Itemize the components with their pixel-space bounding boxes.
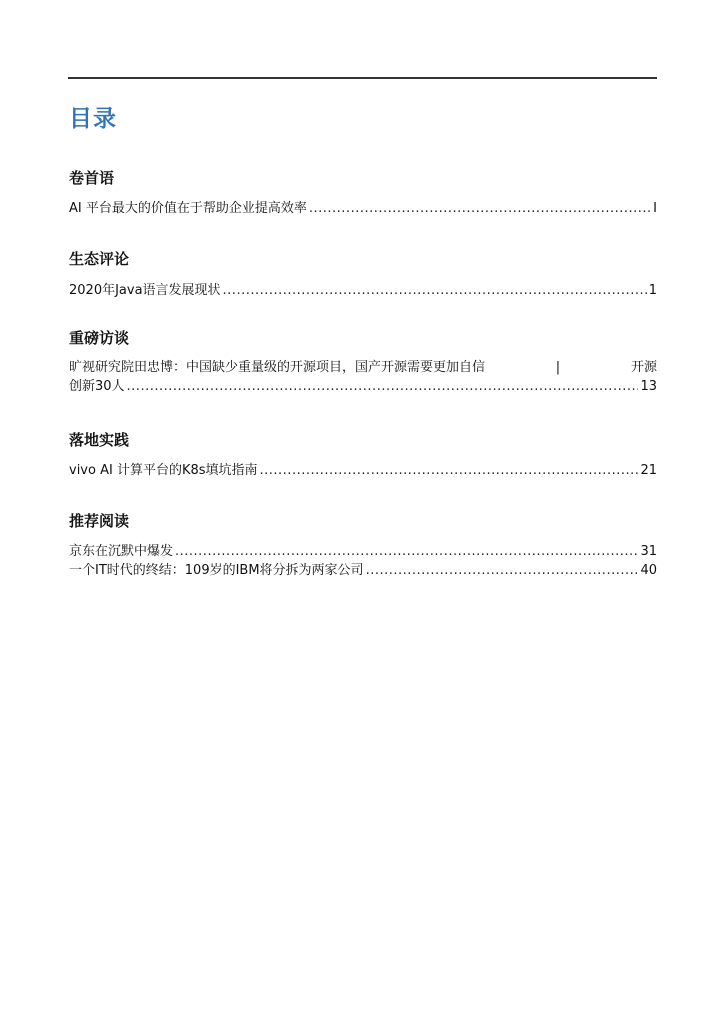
toc-entry-page: 1	[648, 283, 657, 298]
toc-title: 目录	[69, 106, 117, 132]
toc-entry[interactable]	[69, 358, 657, 396]
toc-section-editorial	[69, 167, 657, 218]
header-rule	[68, 77, 657, 79]
toc-entry[interactable]	[69, 542, 657, 561]
toc-section-ecosystem	[69, 248, 657, 300]
toc-entry[interactable]	[69, 461, 657, 480]
toc-entry-title-line2: 创新30人	[69, 379, 125, 394]
section-heading: 落地实践	[69, 431, 130, 449]
toc-entry-title: 京东在沉默中爆发	[69, 544, 174, 559]
toc-entry[interactable]	[69, 199, 657, 218]
section-heading: 推荐阅读	[69, 512, 130, 530]
toc-entry[interactable]	[69, 281, 657, 300]
leader-dots	[127, 377, 639, 396]
toc-entry-title: AI 平台最大的价值在于帮助企业提高效率	[69, 201, 307, 216]
toc-entry-page: 31	[640, 544, 657, 559]
section-heading: 卷首语	[69, 169, 115, 187]
toc-entry[interactable]	[69, 561, 657, 580]
toc-entry-page: I	[653, 201, 657, 216]
toc-section-interview	[69, 327, 657, 396]
section-heading: 重磅访谈	[69, 329, 130, 347]
leader-dots	[175, 542, 638, 561]
leader-dots	[366, 561, 639, 580]
toc-entry-page: 40	[640, 563, 657, 578]
toc-entry-title: 2020年Java语言发展现状	[69, 283, 221, 298]
toc-section-recommended	[69, 510, 657, 580]
leader-dots	[260, 461, 639, 480]
toc-entry-title: vivo AI 计算平台的K8s填坑指南	[69, 463, 258, 478]
toc-entry-title-line1: 旷视研究院田忠博：中国缺少重量级的开源项目，国产开源需要更加自信	[69, 360, 486, 375]
toc-entry-page: 21	[640, 463, 657, 478]
toc-entry-title: 一个IT时代的终结：109岁的IBM将分拆为两家公司	[69, 563, 364, 578]
toc-entry-separator: |	[555, 360, 561, 375]
toc-entry-title-line1-end: 开源	[630, 360, 657, 375]
toc-entry-page: 13	[640, 379, 657, 394]
toc-section-practice	[69, 429, 657, 480]
leader-dots	[223, 281, 647, 300]
leader-dots	[309, 199, 651, 218]
section-heading: 生态评论	[69, 250, 130, 268]
